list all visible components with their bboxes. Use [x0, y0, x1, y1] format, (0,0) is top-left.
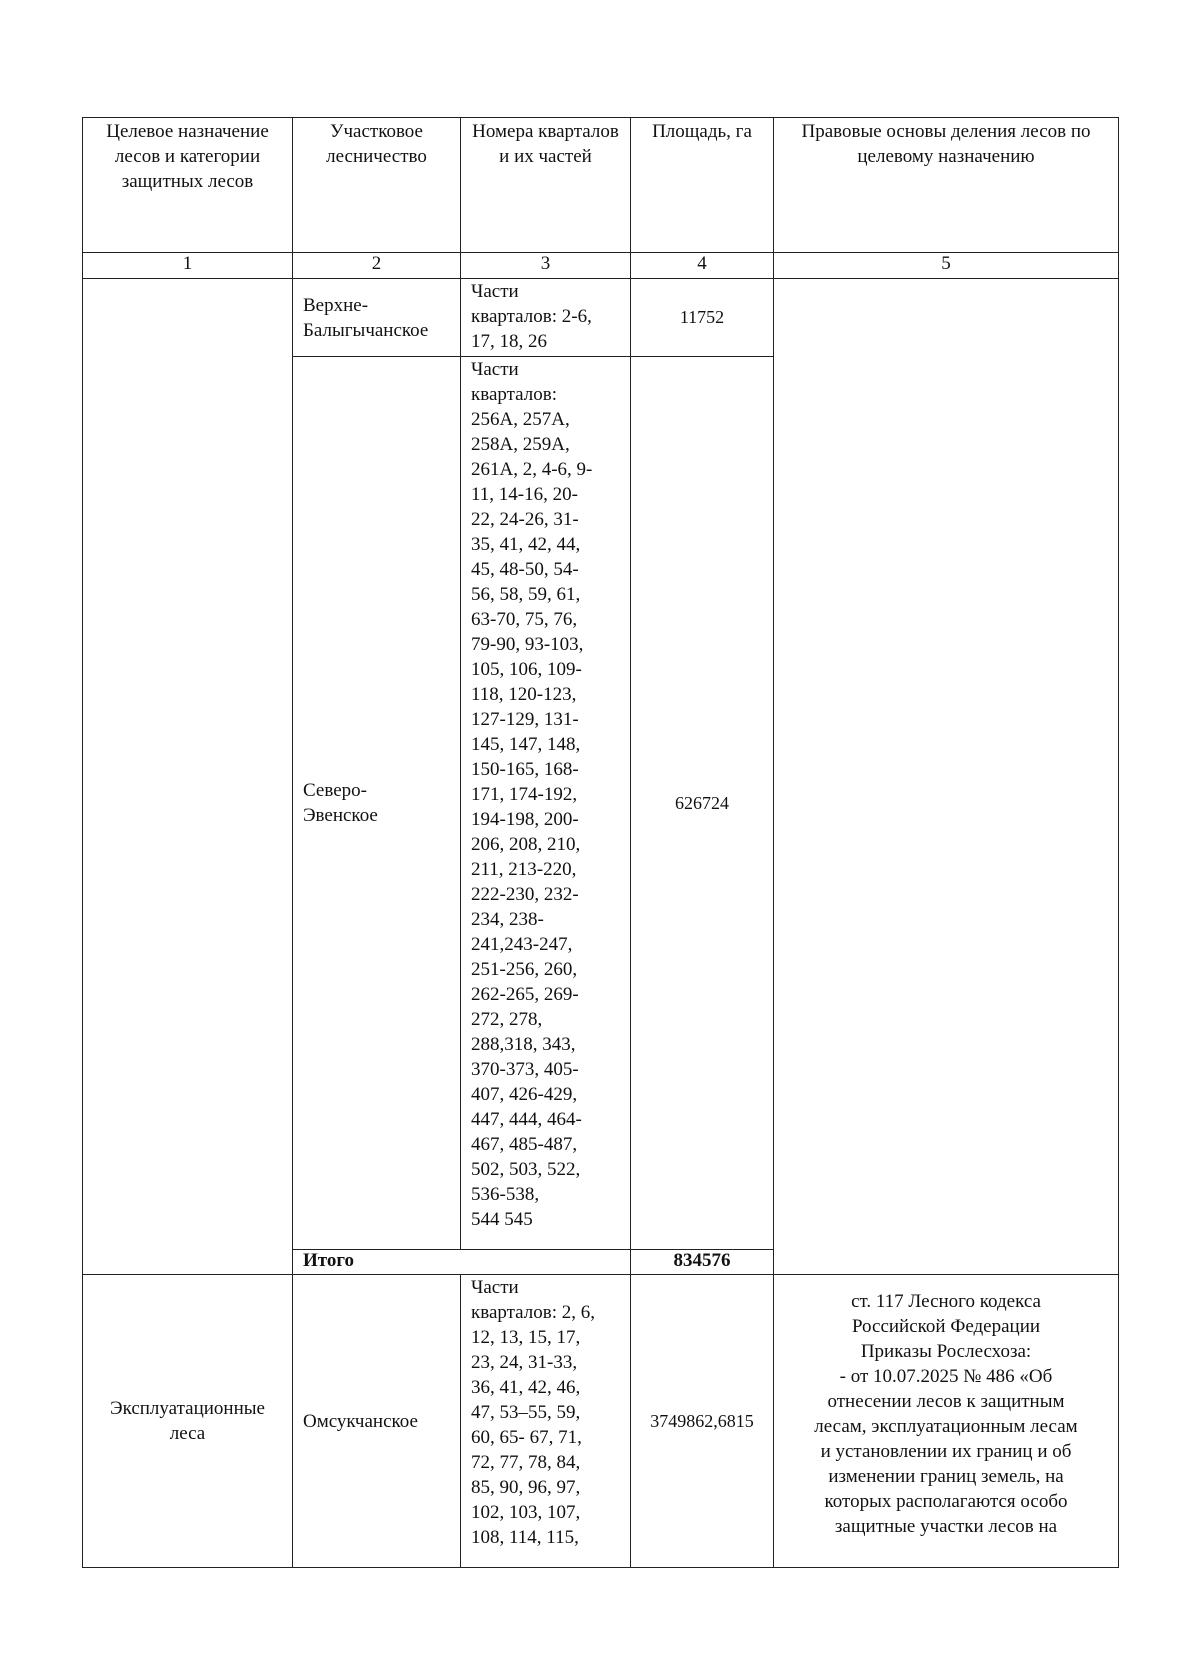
purpose-cell-empty: [83, 279, 293, 1275]
table-row: [83, 279, 1119, 357]
legal-line: и установлении их границ и об: [820, 1441, 1072, 1462]
legal-line: лесам, эксплуатационным лесам: [814, 1416, 1078, 1437]
header-cell-quarters: [461, 118, 631, 253]
column-number: 4: [631, 253, 774, 279]
legal-line: Российской Федерации: [851, 1316, 1041, 1337]
total-label: Итого: [293, 1250, 631, 1275]
legal-line: изменении границ земель, на: [828, 1466, 1064, 1487]
header-label: Участковое лесничество: [326, 121, 427, 167]
column-number: 5: [774, 253, 1119, 279]
table-row: [83, 1275, 1119, 1568]
header-label: Целевое назначение лесов и категории защитных лесов: [106, 121, 269, 192]
legal-line: защитные участки лесов на: [834, 1516, 1058, 1537]
forestry-cell: Верхне- Балыгычанское: [293, 279, 461, 357]
legal-line: отнесении лесов к защитным: [827, 1391, 1065, 1412]
legal-basis-cell: [774, 1275, 1119, 1568]
quarters-cell: Части кварталов: 2, 6, 12, 13, 15, 17, 23, 24, 31-33, 36, 41, 42, 46, 47, 53–55, 59, 60, 65- 67, 71, 72, 77, 78, 84, 85, 90, 96, 97, 102, 103, 107, 108, 114, 115,: [461, 1275, 631, 1568]
forestry-cell: Омсукчанское: [293, 1275, 461, 1568]
header-label: Площадь, га: [652, 121, 752, 142]
area-cell: 11752: [631, 279, 774, 357]
legal-line: Приказы Рослесхоза:: [860, 1341, 1032, 1362]
header-cell-purpose: [83, 118, 293, 253]
legal-basis-cell-empty: [774, 279, 1119, 1275]
area-cell: 626724: [631, 357, 774, 1250]
quarters-cell: Части кварталов: 2-6, 17, 18, 26: [461, 279, 631, 357]
purpose-cell: Эксплуатационные леса: [83, 1275, 293, 1568]
column-number: 1: [83, 253, 293, 279]
legal-line: которых располагаются особо: [824, 1491, 1068, 1512]
table-header-row: [83, 118, 1119, 253]
header-cell-legal-basis: [774, 118, 1119, 253]
column-number-row: [83, 253, 1119, 279]
total-value: 834576: [631, 1250, 774, 1275]
legal-line: - от 10.07.2025 № 486 «Об: [839, 1366, 1053, 1387]
legal-line: ст. 117 Лесного кодекса: [851, 1291, 1041, 1312]
forestry-cell: Северо- Эвенское: [293, 357, 461, 1250]
header-cell-forestry: [293, 118, 461, 253]
column-number: 3: [461, 253, 631, 279]
header-label: Номера кварталов и их частей: [472, 121, 619, 167]
forest-purpose-table: [82, 117, 1119, 1568]
header-cell-area: [631, 118, 774, 253]
quarters-cell: Части кварталов: 256А, 257А, 258А, 259А, 261А, 2, 4-6, 9- 11, 14-16, 20- 22, 24-26, 31- 35, 41, 42, 44, 45, 48-50, 54- 56, 58, 59, 61, 63-70, 75, 76, 79-90, 93-103, 105, 106, 109- 118, 120-123, 127-129, 131- 145, 147, 148, 150-165, 168- 171, 174-192, 194-198, 200- 206, 208, 210, 211, 213-220, 222-230, 232- 234, 238- 241,243-247, 251-256, 260, 262-265, 269- 272, 278, 288,318, 343, 370-373, 405- 407, 426-429, 447, 444, 464- 467, 485-487, 502, 503, 522, 536-538, 544 545: [461, 357, 631, 1250]
area-cell: 3749862,6815: [631, 1275, 774, 1568]
column-number: 2: [293, 253, 461, 279]
header-label: Правовые основы деления лесов по целевому назначению: [801, 121, 1091, 167]
